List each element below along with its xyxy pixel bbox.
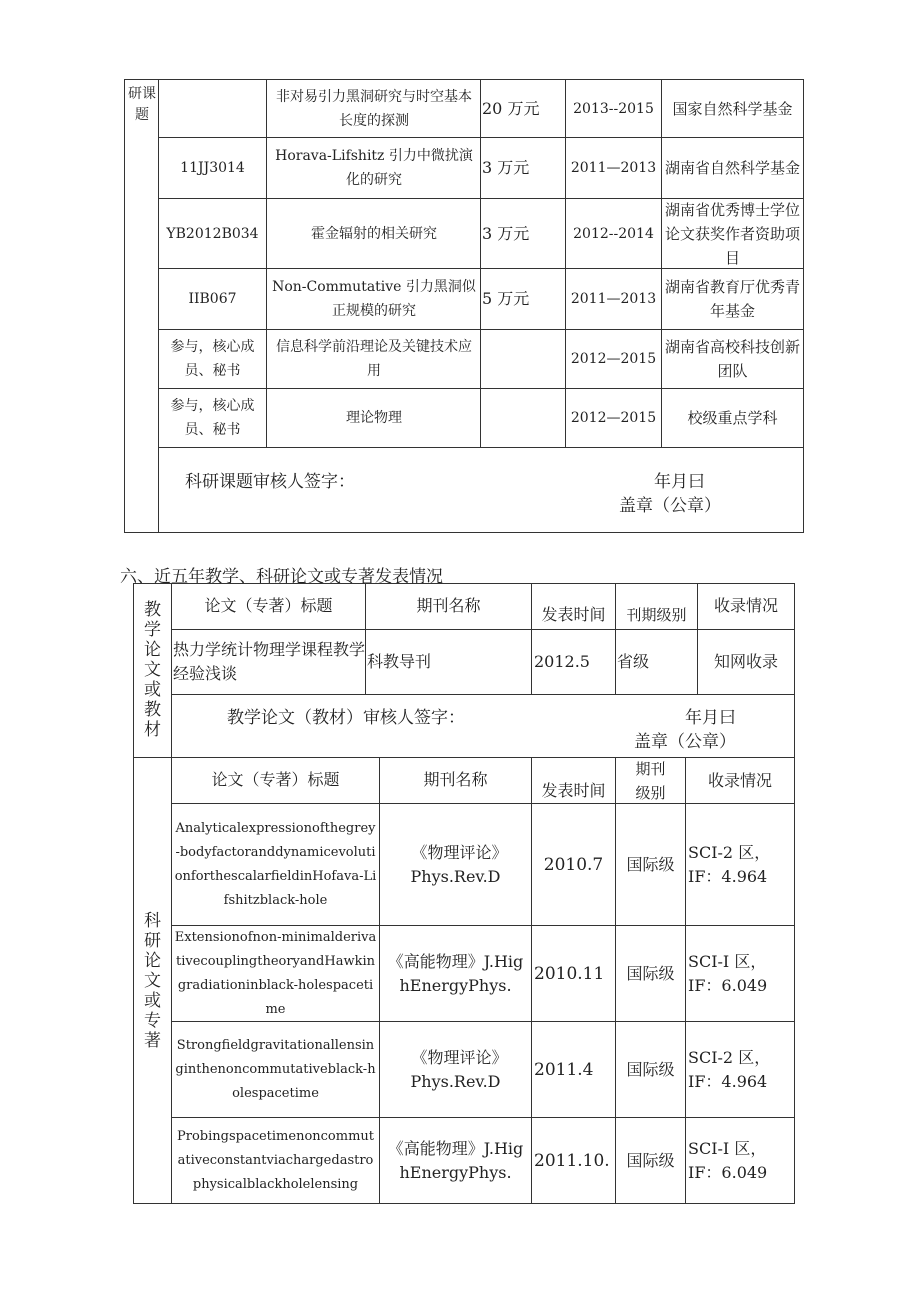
project-amount	[482, 330, 565, 388]
side-char: 论	[144, 951, 161, 971]
teaching-paper-level: 省级	[617, 652, 650, 671]
research-side-label	[134, 911, 171, 1051]
research-paper-index: SCI-I 区，IF：6.049	[688, 951, 768, 995]
teaching-header-time: 发表时间	[541, 605, 606, 624]
project-amount	[482, 389, 565, 447]
project-period: 2012--2014	[573, 225, 654, 242]
research-paper-title	[172, 804, 379, 925]
teaching-paper-title: 热力学统计物理学课程教学经验浅谈	[173, 640, 366, 683]
side-char: 材	[144, 720, 161, 740]
teaching-seal-label: 盖章（公章）	[634, 732, 736, 752]
teaching-signature-label: 教学论文（教材）审核人签字：	[227, 708, 465, 728]
teaching-paper-index: 知网收录	[713, 652, 778, 671]
side-char: 研	[144, 931, 161, 951]
research-paper-level: 国际级	[626, 854, 675, 874]
project-source: 湖南省自然科学基金	[664, 159, 800, 177]
project-amount: 5 万元	[482, 289, 530, 308]
research-paper-index: SCI-2 区，IF：4.964	[688, 842, 771, 886]
project-source: 校级重点学科	[687, 409, 778, 427]
research-paper-time: 2010.7	[543, 854, 604, 875]
research-paper-journal: 《物理评论》Phys.Rev.D	[410, 842, 501, 886]
teaching-date-label: 年月曰	[685, 708, 736, 728]
project-amount: 3 万元	[482, 158, 530, 177]
research-paper-title	[172, 1022, 379, 1117]
project-title: 霍金辐射的相关研究	[311, 225, 437, 242]
research-header-title: 论文（专著）标题	[211, 770, 340, 789]
side-char: 著	[144, 1031, 161, 1051]
project-code: 参与，核心成员、秘书	[170, 398, 255, 438]
side-char: 或	[144, 680, 161, 700]
research-paper-index: SCI-I 区，IF：6.049	[688, 1138, 768, 1182]
research-header-index: 收录情况	[707, 770, 772, 790]
project-signature-label: 科研课题审核人签字：	[185, 472, 355, 492]
side-label-line-2: 题	[135, 107, 149, 123]
section5-side-label	[126, 84, 158, 126]
research-header-level: 期刊级别	[635, 759, 666, 802]
project-period: 2013--2015	[573, 100, 654, 117]
research-paper-title	[172, 926, 379, 1021]
side-char: 文	[144, 971, 161, 991]
project-code: 11JJ3014	[180, 160, 245, 176]
project-source: 湖南省高校科技创新团队	[664, 338, 800, 380]
teaching-header-title: 论文（专著）标题	[204, 596, 333, 615]
research-header-time: 发表时间	[541, 781, 606, 800]
research-paper-journal: 《高能物理》J.HighEnergyPhys.	[387, 951, 524, 995]
side-char: 文	[144, 660, 161, 680]
project-title: 信息科学前沿理论及关键技术应用	[276, 339, 472, 379]
side-char: 专	[144, 1011, 161, 1031]
research-paper-title-text: Analyticalexpressionofthegrey-bodyfactoranddynamicevolutionforthescalarfieldinHofava-Lifshitzblack-hole	[174, 820, 377, 908]
research-paper-title-text: Probingspacetimenoncommutativeconstantviachargedastrophysicalblackholelensing	[176, 1128, 374, 1192]
side-char: 教	[144, 600, 161, 620]
project-period: 2011—2013	[570, 291, 657, 307]
side-label-line-1: 研课	[128, 86, 156, 102]
research-paper-time: 2011.4	[534, 1059, 594, 1080]
project-title: Non-Commutative 引力黑洞似正规模的研究	[272, 279, 476, 319]
project-title: Horava-Lifshitz 引力中微扰演化的研究	[275, 148, 473, 188]
side-char: 或	[144, 991, 161, 1011]
research-paper-title-text: Strongfieldgravitationallensinginthenoncommutativeblack-holespacetime	[175, 1037, 376, 1101]
side-char: 论	[144, 640, 161, 660]
research-paper-level: 国际级	[626, 1150, 675, 1170]
teaching-paper-time: 2012.5	[534, 652, 590, 671]
teaching-header-journal: 期刊名称	[416, 596, 481, 615]
project-title: 非对易引力黑洞研究与时空基本长度的探测	[276, 88, 472, 129]
research-paper-level: 国际级	[626, 963, 675, 983]
project-title: 理论物理	[346, 410, 402, 426]
research-paper-time: 2010.11	[534, 963, 605, 984]
project-code	[159, 80, 266, 137]
project-period: 2012—2015	[570, 351, 657, 367]
research-paper-title-text: Extensionofnon-minimalderivativecouplingtheoryandHawkingradiationinblack-holespacetime	[174, 929, 377, 1017]
project-seal-label: 盖章（公章）	[619, 496, 721, 516]
research-paper-journal: 《高能物理》J.HighEnergyPhys.	[387, 1138, 524, 1182]
research-paper-level: 国际级	[626, 1059, 675, 1079]
research-header-journal: 期刊名称	[423, 770, 488, 789]
project-source: 湖南省优秀博士学位论文获奖作者资助项目	[664, 200, 800, 267]
section6-heading: 六、近五年教学、科研论文或专著发表情况	[120, 567, 443, 587]
research-paper-time: 2011.10.	[534, 1150, 610, 1171]
project-date-label: 年月曰	[654, 472, 705, 492]
project-amount: 20 万元	[482, 98, 540, 118]
project-period: 2012—2015	[570, 410, 657, 426]
project-code: 参与，核心成员、秘书	[170, 339, 255, 379]
project-source: 国家自然科学基金	[672, 99, 793, 118]
side-char: 教	[144, 700, 161, 720]
project-amount: 3 万元	[482, 223, 530, 243]
research-paper-journal: 《物理评论》Phys.Rev.D	[410, 1047, 501, 1091]
side-char: 科	[144, 911, 161, 931]
project-code: IIB067	[188, 291, 237, 307]
research-paper-index: SCI-2 区，IF：4.964	[688, 1047, 771, 1091]
side-char: 学	[144, 620, 161, 640]
teaching-header-index: 收录情况	[713, 596, 778, 615]
research-paper-title	[172, 1118, 379, 1203]
teaching-side-label	[134, 600, 171, 740]
teaching-paper-journal: 科教导刊	[367, 652, 432, 671]
project-source: 湖南省教育厅优秀青年基金	[664, 278, 800, 320]
project-period: 2011—2013	[570, 160, 657, 176]
teaching-header-level: 刊期级别	[626, 606, 687, 624]
project-code: YB2012B034	[166, 225, 259, 242]
